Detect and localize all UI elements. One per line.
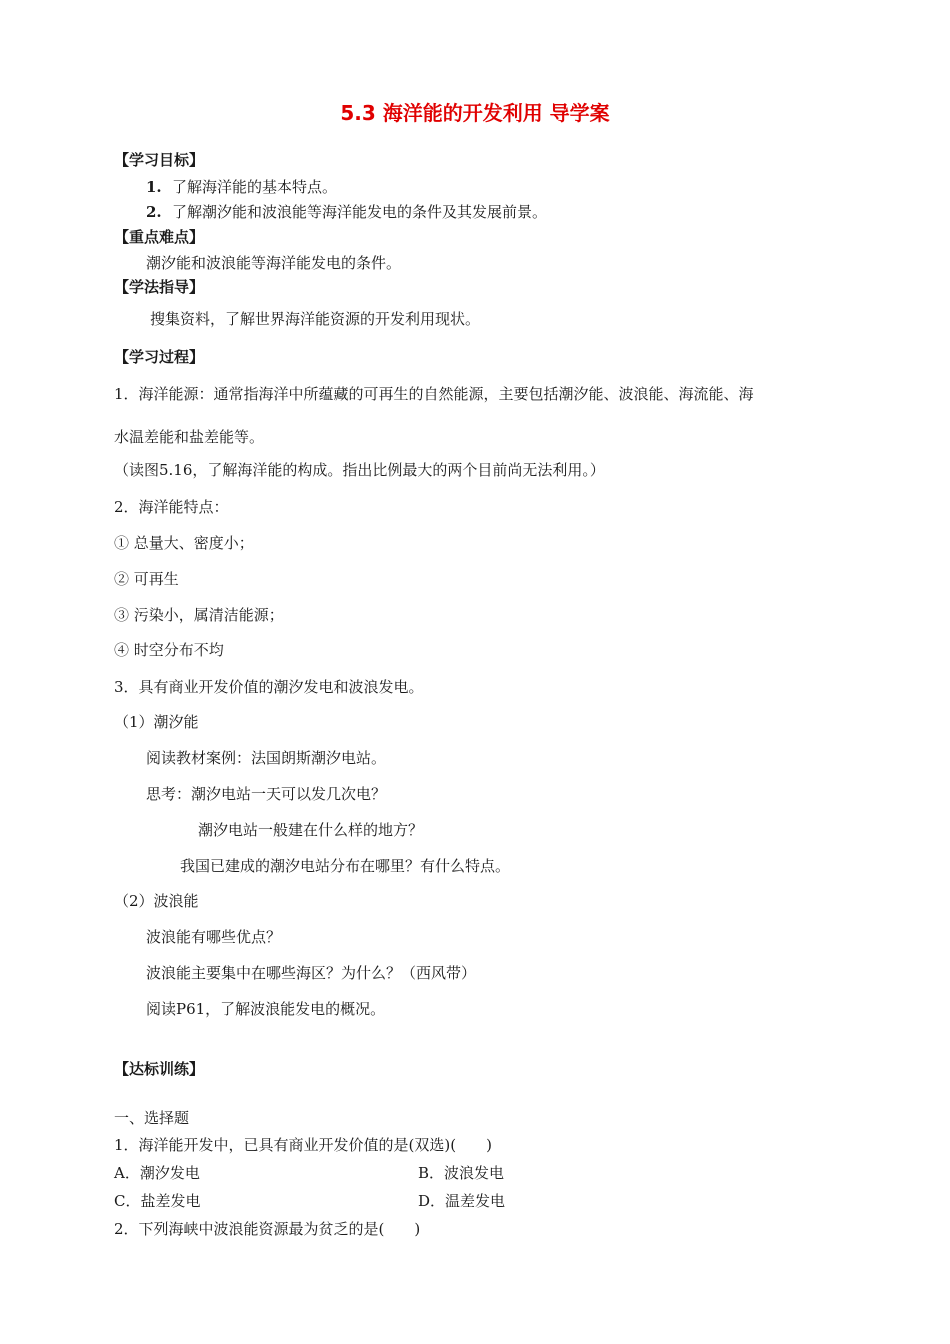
objectives-heading: 【学习目标】 (114, 151, 205, 169)
objective-text: 了解潮汐能和波浪能等海洋能发电的条件及其发展前景。 (172, 203, 548, 221)
objective-number: 1. (146, 178, 162, 196)
tidal-question: 潮汐电站一般建在什么样的地方？ (198, 821, 424, 839)
wave-label: （2）波浪能 (114, 892, 199, 910)
tidal-think: 思考：潮汐电站一天可以发几次电？ (146, 785, 387, 803)
option-a: A．潮汐发电 (114, 1164, 200, 1182)
feature-item: ④ 时空分布不均 (114, 641, 224, 659)
commercial-power-heading: 3．具有商业开发价值的潮汐发电和波浪发电。 (114, 678, 424, 696)
page-title: 5.3 海洋能的开发利用 导学案 (340, 101, 610, 125)
wave-question: 波浪能有哪些优点？ (146, 928, 282, 946)
feature-item: ① 总量大、密度小； (114, 534, 254, 552)
tidal-label: （1）潮汐能 (114, 713, 199, 731)
tidal-question: 我国已建成的潮汐电站分布在哪里？有什么特点。 (180, 857, 511, 875)
key-points-text: 潮汐能和波浪能等海洋能发电的条件。 (146, 254, 402, 272)
practice-heading: 【达标训练】 (114, 1060, 205, 1078)
figure-note: （读图5.16，了解海洋能的构成。指出比例最大的两个目前尚无法利用。） (114, 461, 605, 479)
wave-question: 波浪能主要集中在哪些海区？为什么？（西风带） (146, 964, 477, 982)
objective-text: 了解海洋能的基本特点。 (172, 178, 338, 196)
wave-read: 阅读P61，了解波浪能发电的概况。 (146, 1000, 386, 1018)
question-1: 1．海洋能开发中，已具有商业开发价值的是(双选)( ) (114, 1136, 492, 1154)
method-text: 搜集资料，了解世界海洋能资源的开发利用现状。 (150, 310, 481, 328)
ocean-energy-definition-cont: 水温差能和盐差能等。 (114, 428, 265, 446)
objective-number: 2. (146, 203, 162, 221)
question-2: 2．下列海峡中波浪能资源最为贫乏的是( ) (114, 1220, 421, 1238)
option-c: C．盐差发电 (114, 1192, 201, 1210)
feature-item: ② 可再生 (114, 570, 179, 588)
feature-item: ③ 污染小，属清洁能源； (114, 606, 284, 624)
features-heading: 2．海洋能特点： (114, 498, 229, 516)
option-b: B．波浪发电 (418, 1164, 505, 1182)
option-d: D．温差发电 (418, 1192, 506, 1210)
tidal-read: 阅读教材案例：法国朗斯潮汐电站。 (146, 749, 387, 767)
ocean-energy-definition: 1．海洋能源：通常指海洋中所蕴藏的可再生的自然能源，主要包括潮汐能、波浪能、海流能、海 (114, 385, 754, 403)
section-title: 一、选择题 (114, 1109, 190, 1127)
key-points-heading: 【重点难点】 (114, 228, 205, 246)
process-heading: 【学习过程】 (114, 348, 205, 366)
method-heading: 【学法指导】 (114, 278, 205, 296)
